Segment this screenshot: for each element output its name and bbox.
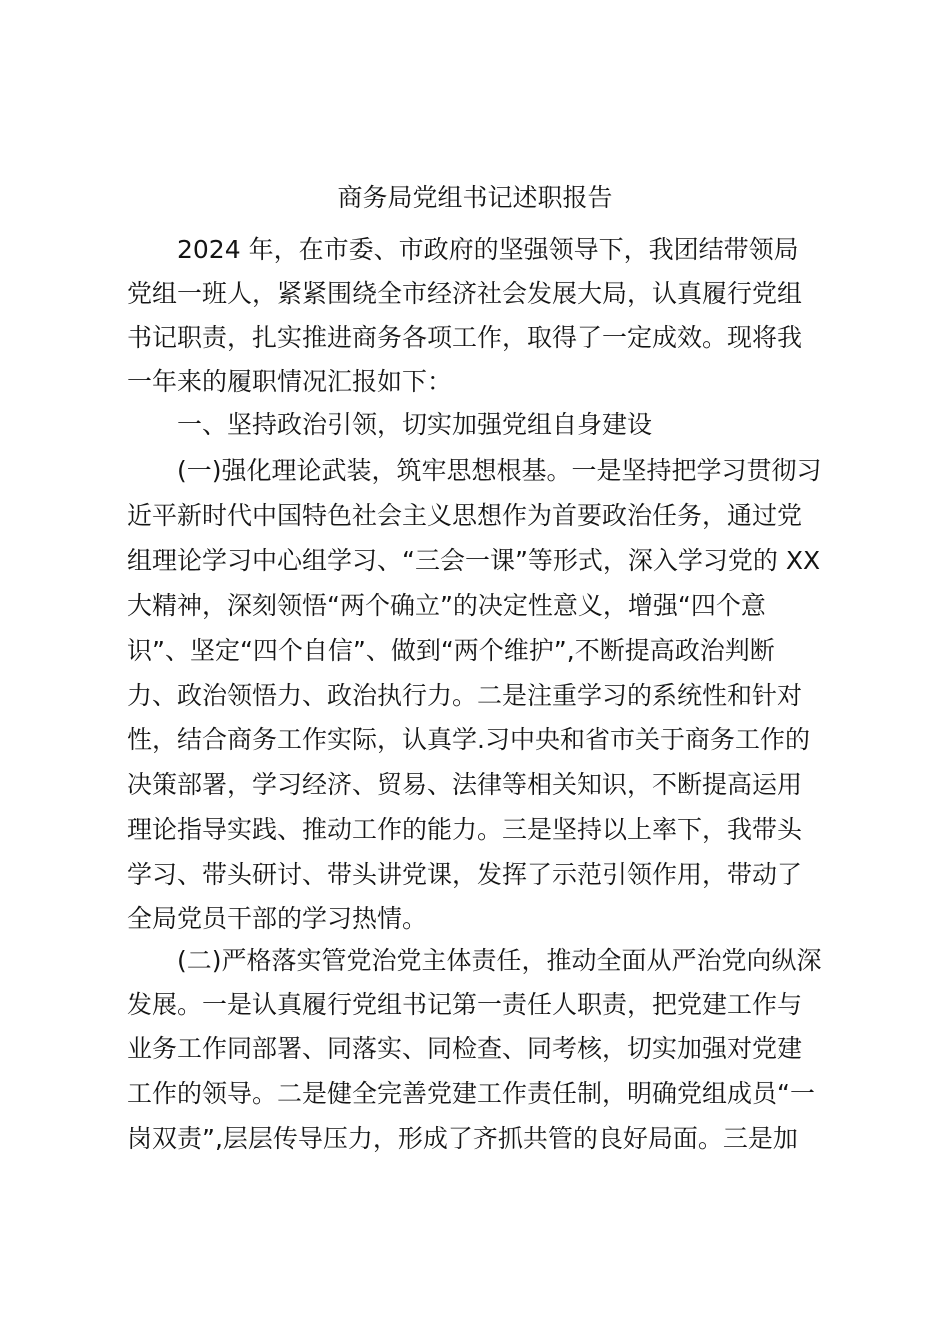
section-heading-1: 一、坚持政治引领，切实加强党组自身建设 (177, 410, 653, 439)
paragraph-2-line-7: 性，结合商务工作实际，认真学.习中央和省市关于商务工作的 (127, 725, 810, 754)
paragraph-1-line-4: 一年来的履职情况汇报如下： (127, 367, 453, 396)
paragraph-2-line-2: 近平新时代中国特色社会主义思想作为首要政治任务，通过党 (127, 501, 803, 530)
paragraph-1-line-3: 书记职责，扎实推进商务各项工作，取得了一定成效。现将我 (127, 323, 803, 352)
document-title: 商务局党组书记述职报告 (337, 183, 613, 212)
paragraph-2-line-8: 决策部署，学习经济、贸易、法律等相关知识，不断提高运用 (127, 770, 803, 799)
paragraph-2-line-11: 全局党员干部的学习热情。 (127, 904, 428, 933)
paragraph-2-line-6: 力、政治领悟力、政治执行力。二是注重学习的系统性和针对 (127, 681, 803, 710)
paragraph-2-line-10: 学习、带头研讨、带头讲党课，发挥了示范引领作用，带动了 (127, 860, 803, 889)
paragraph-3-line-4: 工作的领导。二是健全完善党建工作责任制，明确党组成员“一 (127, 1079, 815, 1108)
paragraph-3-line-5: 岗双责”,层层传导压力，形成了齐抓共管的良好局面。三是加 (127, 1124, 798, 1153)
paragraph-1-line-2: 党组一班人，紧紧围绕全市经济社会发展大局，认真履行党组 (127, 279, 803, 308)
paragraph-2-line-1: (一)强化理论武装，筑牢思想根基。一是坚持把学习贯彻习 (177, 456, 822, 485)
paragraph-1-line-1: 2024 年，在市委、市政府的坚强领导下，我团结带领局 (177, 235, 799, 264)
paragraph-3-line-3: 业务工作同部署、同落实、同检查、同考核，切实加强对党建 (127, 1034, 803, 1063)
paragraph-2-line-3: 组理论学习中心组学习、“三会一课”等形式，深入学习党的 XX (127, 546, 821, 575)
paragraph-2-line-5: 识”、坚定“四个自信”、做到“两个维护”,不断提高政治判断 (127, 636, 775, 665)
paragraph-2-line-4: 大精神，深刻领悟“两个确立”的决定性意义，增强“四个意 (127, 591, 766, 620)
paragraph-2-line-9: 理论指导实践、推动工作的能力。三是坚持以上率下，我带头 (127, 815, 803, 844)
paragraph-3-line-2: 发展。一是认真履行党组书记第一责任人职责，把党建工作与 (127, 990, 803, 1019)
paragraph-3-line-1: (二)严格落实管党治党主体责任，推动全面从严治党向纵深 (177, 946, 822, 975)
